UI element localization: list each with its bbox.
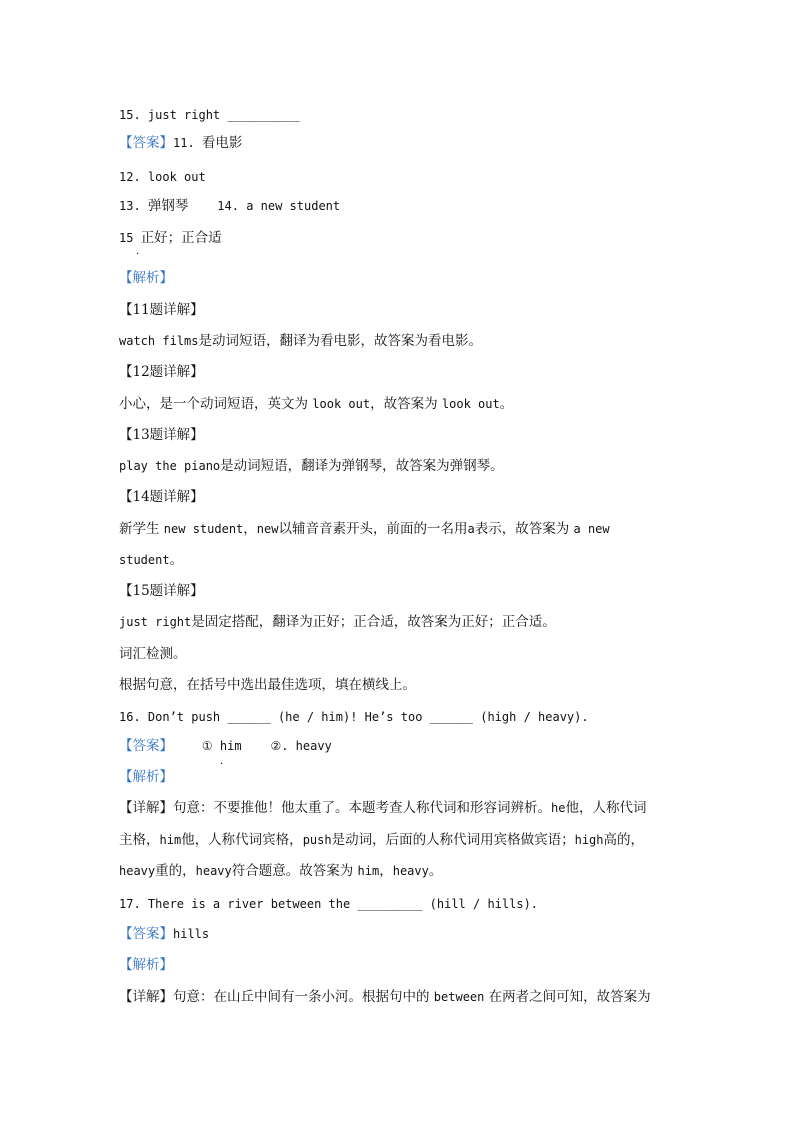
- text-line-ans12: [119, 168, 206, 186]
- text-line-q17: [119, 895, 538, 913]
- text-run: 高的，: [603, 832, 644, 848]
- text-line-ans16: [119, 737, 332, 755]
- text-line-xj12: [119, 363, 204, 381]
- text-line-q16: [119, 708, 589, 726]
- text-run: 以辅音音素开头，前面的一名用: [278, 521, 468, 537]
- text-line-exp15: [119, 613, 556, 631]
- text-line-vocab: [119, 645, 187, 663]
- text-line-ans17: [119, 925, 209, 943]
- text-run: 弹钢琴: [147, 198, 189, 214]
- text-run: 【答案】: [119, 738, 173, 754]
- text-line-det16b: [119, 831, 644, 849]
- text-run: play the piano: [119, 459, 221, 473]
- text-run: 16. Don’t push ______ (he / him)! He’s too ______ (high / heavy).: [119, 710, 589, 724]
- text-run: 主格，: [119, 832, 160, 848]
- text-line-jiexi1: [119, 269, 173, 287]
- text-run: 【详解】句意：在山丘中间有一条小河。根据句中的: [119, 989, 434, 1005]
- text-run: 。: [169, 552, 184, 568]
- text-line-jiexi2: [119, 768, 173, 786]
- text-line-det16c: [119, 862, 442, 880]
- text-run: 表示，故答案为: [474, 521, 574, 537]
- text-run: 在两者之间可知，故答案为: [484, 989, 651, 1005]
- text-run: new student: [163, 522, 244, 536]
- text-run: look out: [312, 397, 371, 411]
- text-line-ans11: [119, 134, 242, 152]
- text-run: heavy: [392, 864, 429, 878]
- text-line-xj11: [119, 301, 204, 319]
- text-run: 15: [119, 231, 141, 245]
- text-run: he: [551, 801, 566, 815]
- text-run: push: [302, 833, 332, 847]
- text-run: 是固定搭配，翻译为正好；正合适，故答案为正好；正合适。: [191, 614, 556, 630]
- text-run: 17. There is a river between the _________ (hill / hills).: [119, 897, 539, 911]
- text-run: 【详解】句意：不要推他！他太重了。本题考查人称代词和形容词辨析。: [119, 800, 551, 816]
- text-run: 重的，: [155, 863, 196, 879]
- text-run: 【解析】: [119, 270, 173, 286]
- text-line-det16a: [119, 799, 646, 817]
- text-line-ans15: [119, 229, 222, 247]
- text-run: between: [433, 990, 485, 1004]
- text-line-exp11: [119, 332, 482, 350]
- text-run: student: [119, 553, 170, 567]
- text-run: 小心，是一个动词短语，英文为: [119, 396, 313, 412]
- text-line-jiexi3: [119, 956, 173, 974]
- text-run: 符合题意。故答案为: [231, 863, 358, 879]
- text-run: hills: [173, 927, 210, 941]
- text-run: 【15题详解】: [119, 583, 204, 599]
- text-run: ① him ②. heavy: [173, 739, 332, 753]
- text-run: heavy: [195, 864, 232, 878]
- text-run: 【11题详解】: [119, 302, 204, 318]
- text-run: heavy: [119, 864, 156, 878]
- text-run: 正好；正合适: [140, 230, 222, 246]
- text-run: look out: [441, 397, 500, 411]
- text-run: 新学生: [119, 521, 164, 537]
- text-run: 是动词，后面的人称代词用宾格做宾语；: [331, 832, 575, 848]
- text-run: 【13题详解】: [119, 427, 204, 443]
- text-run: just right: [119, 615, 192, 629]
- text-run: high: [574, 833, 604, 847]
- text-line-xj13: [119, 426, 204, 444]
- text-run: him: [159, 833, 182, 847]
- text-run: 【14题详解】: [119, 489, 204, 505]
- text-run: 【答案】: [119, 135, 173, 151]
- text-run: 【12题详解】: [119, 364, 204, 380]
- text-run: 是动词短语，翻译为弹钢琴，故答案为弹钢琴。: [220, 458, 504, 474]
- text-line-q15: [119, 106, 300, 124]
- text-run: 【答案】: [119, 926, 173, 942]
- emphasis-dot: ·: [136, 249, 140, 260]
- text-run: 他，人称代词宾格，: [181, 832, 303, 848]
- text-line-exp12: [119, 395, 513, 413]
- text-run: 词汇检测。: [119, 646, 187, 662]
- text-run: him: [357, 864, 380, 878]
- text-run: 【解析】: [119, 957, 173, 973]
- text-run: 12. look out: [119, 170, 206, 184]
- text-line-xj14: [119, 488, 204, 506]
- text-line-xj15: [119, 582, 204, 600]
- text-run: new: [256, 522, 279, 536]
- text-line-ans13-14: [119, 197, 340, 215]
- text-run: 他，人称代词: [565, 800, 647, 816]
- text-run: 。: [499, 396, 514, 412]
- text-run: watch films: [119, 334, 199, 348]
- text-run: 【解析】: [119, 769, 173, 785]
- text-line-det17: [119, 988, 651, 1006]
- text-line-instr: [119, 676, 416, 694]
- text-line-exp14b: [119, 551, 183, 569]
- text-line-exp13: [119, 457, 504, 475]
- text-run: ，故答案为: [370, 396, 442, 412]
- text-run: ，: [379, 863, 393, 879]
- text-run: a: [467, 522, 475, 536]
- text-line-exp14a: [119, 520, 610, 538]
- text-run: ，: [243, 521, 257, 537]
- text-run: 15. just right __________: [119, 108, 300, 122]
- emphasis-dot: ·: [220, 759, 224, 770]
- text-run: a new: [573, 522, 610, 536]
- text-run: 。: [428, 863, 443, 879]
- text-run: 13.: [119, 199, 148, 213]
- text-run: 11.: [173, 136, 202, 150]
- text-run: 14. a new student: [188, 199, 341, 213]
- text-run: 是动词短语，翻译为看电影，故答案为看电影。: [198, 333, 482, 349]
- text-run: 看电影: [201, 135, 243, 151]
- text-run: 根据句意，在括号中选出最佳选项，填在横线上。: [119, 677, 416, 693]
